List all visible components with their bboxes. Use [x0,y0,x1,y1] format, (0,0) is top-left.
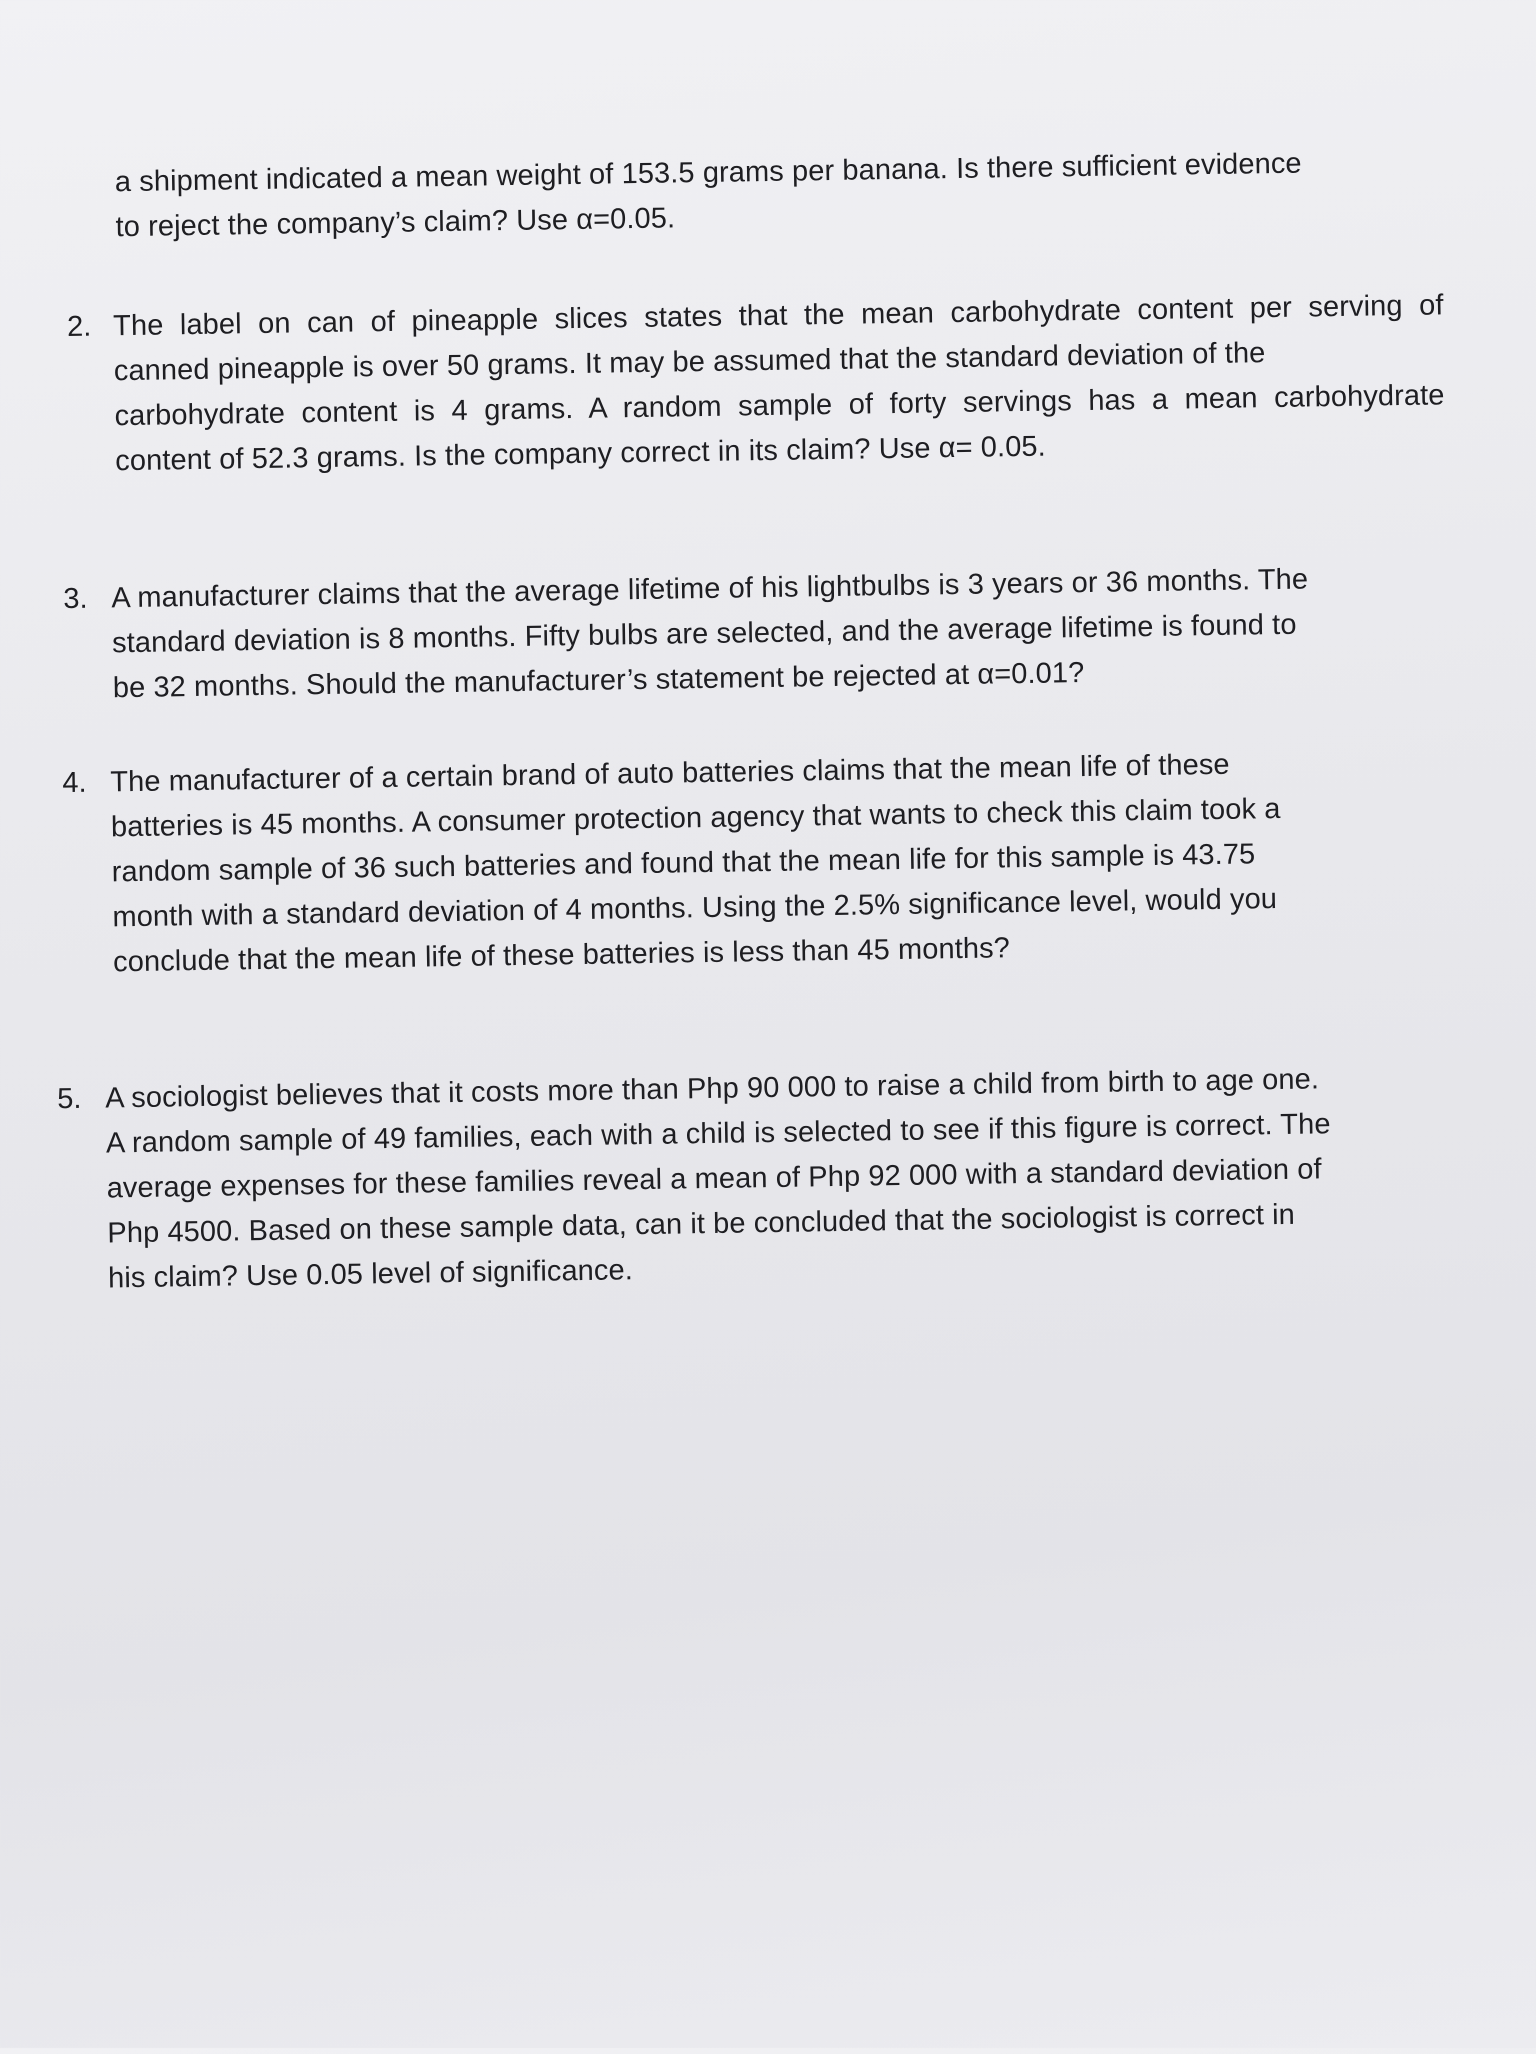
question-number: 5. [57,1082,82,1116]
question-2-text [113,283,1446,484]
question-4-text [110,739,1459,985]
text-line: A manufacturer claims that the average lifetime of his lightbulbs is 3 years or 36 months. The [111,563,1309,615]
text-line: standard deviation is 8 months. Fifty bulbs are selected, and the average lifetime is found to [111,608,1297,660]
text-line: Php 4500. Based on these sample data, can it be concluded that the sociologist is correct in [107,1198,1296,1250]
text-line: content of 52.3 grams. Is the company correct in its claim? Use α= 0.05. [115,430,1047,478]
text-line: The manufacturer of a certain brand of auto batteries claims that the mean life of these [110,748,1230,799]
text-line: be 32 months. Should the manufacturer’s statement be rejected at α=0.01? [112,657,1085,705]
text-line: A random sample of 49 families, each with a child is selected to see if this figure is correct. The [105,1108,1331,1160]
text-line: canned pineapple is over 50 grams. It may be assumed that the standard deviation of the [113,337,1266,388]
text-line: month with a standard deviation of 4 months. Using the 2.5% significance level, would you [112,883,1278,934]
text-line: batteries is 45 months. A consumer protection agency that wants to check this claim took a [110,792,1281,844]
text-line: carbohydrate content is 4 grams. A random sample of forty servings has a mean carbohydrate [114,379,1445,433]
text-line: The label on can of pineapple slices states that the mean carbohydrate content per serving of [112,289,1444,343]
text-line: A sociologist believes that it costs more than Php 90 000 to raise a child from birth to age one. [105,1063,1320,1115]
text-line: a shipment indicated a mean weight of 153.5 grams per banana. Is there sufficient evidence [114,147,1302,199]
question-number: 3. [63,582,88,616]
text-line: average expenses for these families reveal a mean of Php 92 000 with a standard deviation of [106,1153,1322,1205]
question-3-text [111,555,1453,711]
question-1-continuation [115,139,1436,250]
text-line: to reject the company’s claim? Use α=0.05. [115,202,676,244]
question-number: 2. [66,310,92,343]
question-5-text [105,1055,1478,1301]
text-line: random sample of 36 such batteries and found that the mean life for this sample is 43.75 [111,838,1256,889]
text-line: his claim? Use 0.05 level of significance. [107,1254,634,1295]
question-number: 4. [62,766,87,800]
text-line: conclude that the mean life of these batteries is less than 45 months? [112,932,1011,979]
